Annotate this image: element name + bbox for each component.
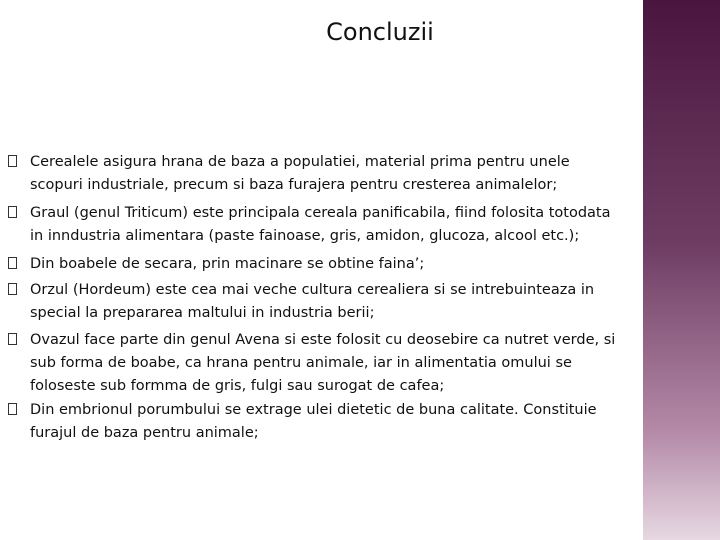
square-bullet-icon xyxy=(8,283,17,295)
bullet-line: Din boabele de secara, prin macinare se obtine faina’; xyxy=(30,256,425,272)
bullet-line: scopuri industriale, precum si baza furajera pentru cresterea animalelor; xyxy=(30,177,558,193)
bullet-line: sub forma de boabe, ca hrana pentru animale, iar in alimentatia omului se xyxy=(30,355,572,371)
square-bullet-icon xyxy=(8,257,17,269)
bullet-line: in inndustria alimentara (paste fainoase, gris, amidon, glucoza, alcool etc.); xyxy=(30,228,580,244)
bullet-line: Orzul (Hordeum) este cea mai veche cultura cerealiera si se intrebuinteaza in xyxy=(30,282,595,298)
bullet-line: Din embrionul porumbului se extrage ulei dietetic de buna calitate. Constituie xyxy=(30,402,597,418)
bullet-line: Ovazul face parte din genul Avena si este folosit cu deosebire ca nutret verde, si xyxy=(30,332,616,348)
bullet-line: Graul (genul Triticum) este principala cereala panificabila, fiind folosita totodata xyxy=(30,205,611,221)
square-bullet-icon xyxy=(8,403,17,415)
square-bullet-icon xyxy=(8,333,17,345)
slide-title: Concluzii xyxy=(326,18,434,46)
bullet-line: foloseste sub formma de gris, fulgi sau surogat de cafea; xyxy=(30,378,445,394)
bullet-line: furajul de baza pentru animale; xyxy=(30,425,259,441)
square-bullet-icon xyxy=(8,206,17,218)
bullet-line: special la prepararea maltului in industria berii; xyxy=(30,305,375,321)
square-bullet-icon xyxy=(8,155,17,167)
bullet-line: Cerealele asigura hrana de baza a populatiei, material prima pentru unele xyxy=(30,154,570,170)
